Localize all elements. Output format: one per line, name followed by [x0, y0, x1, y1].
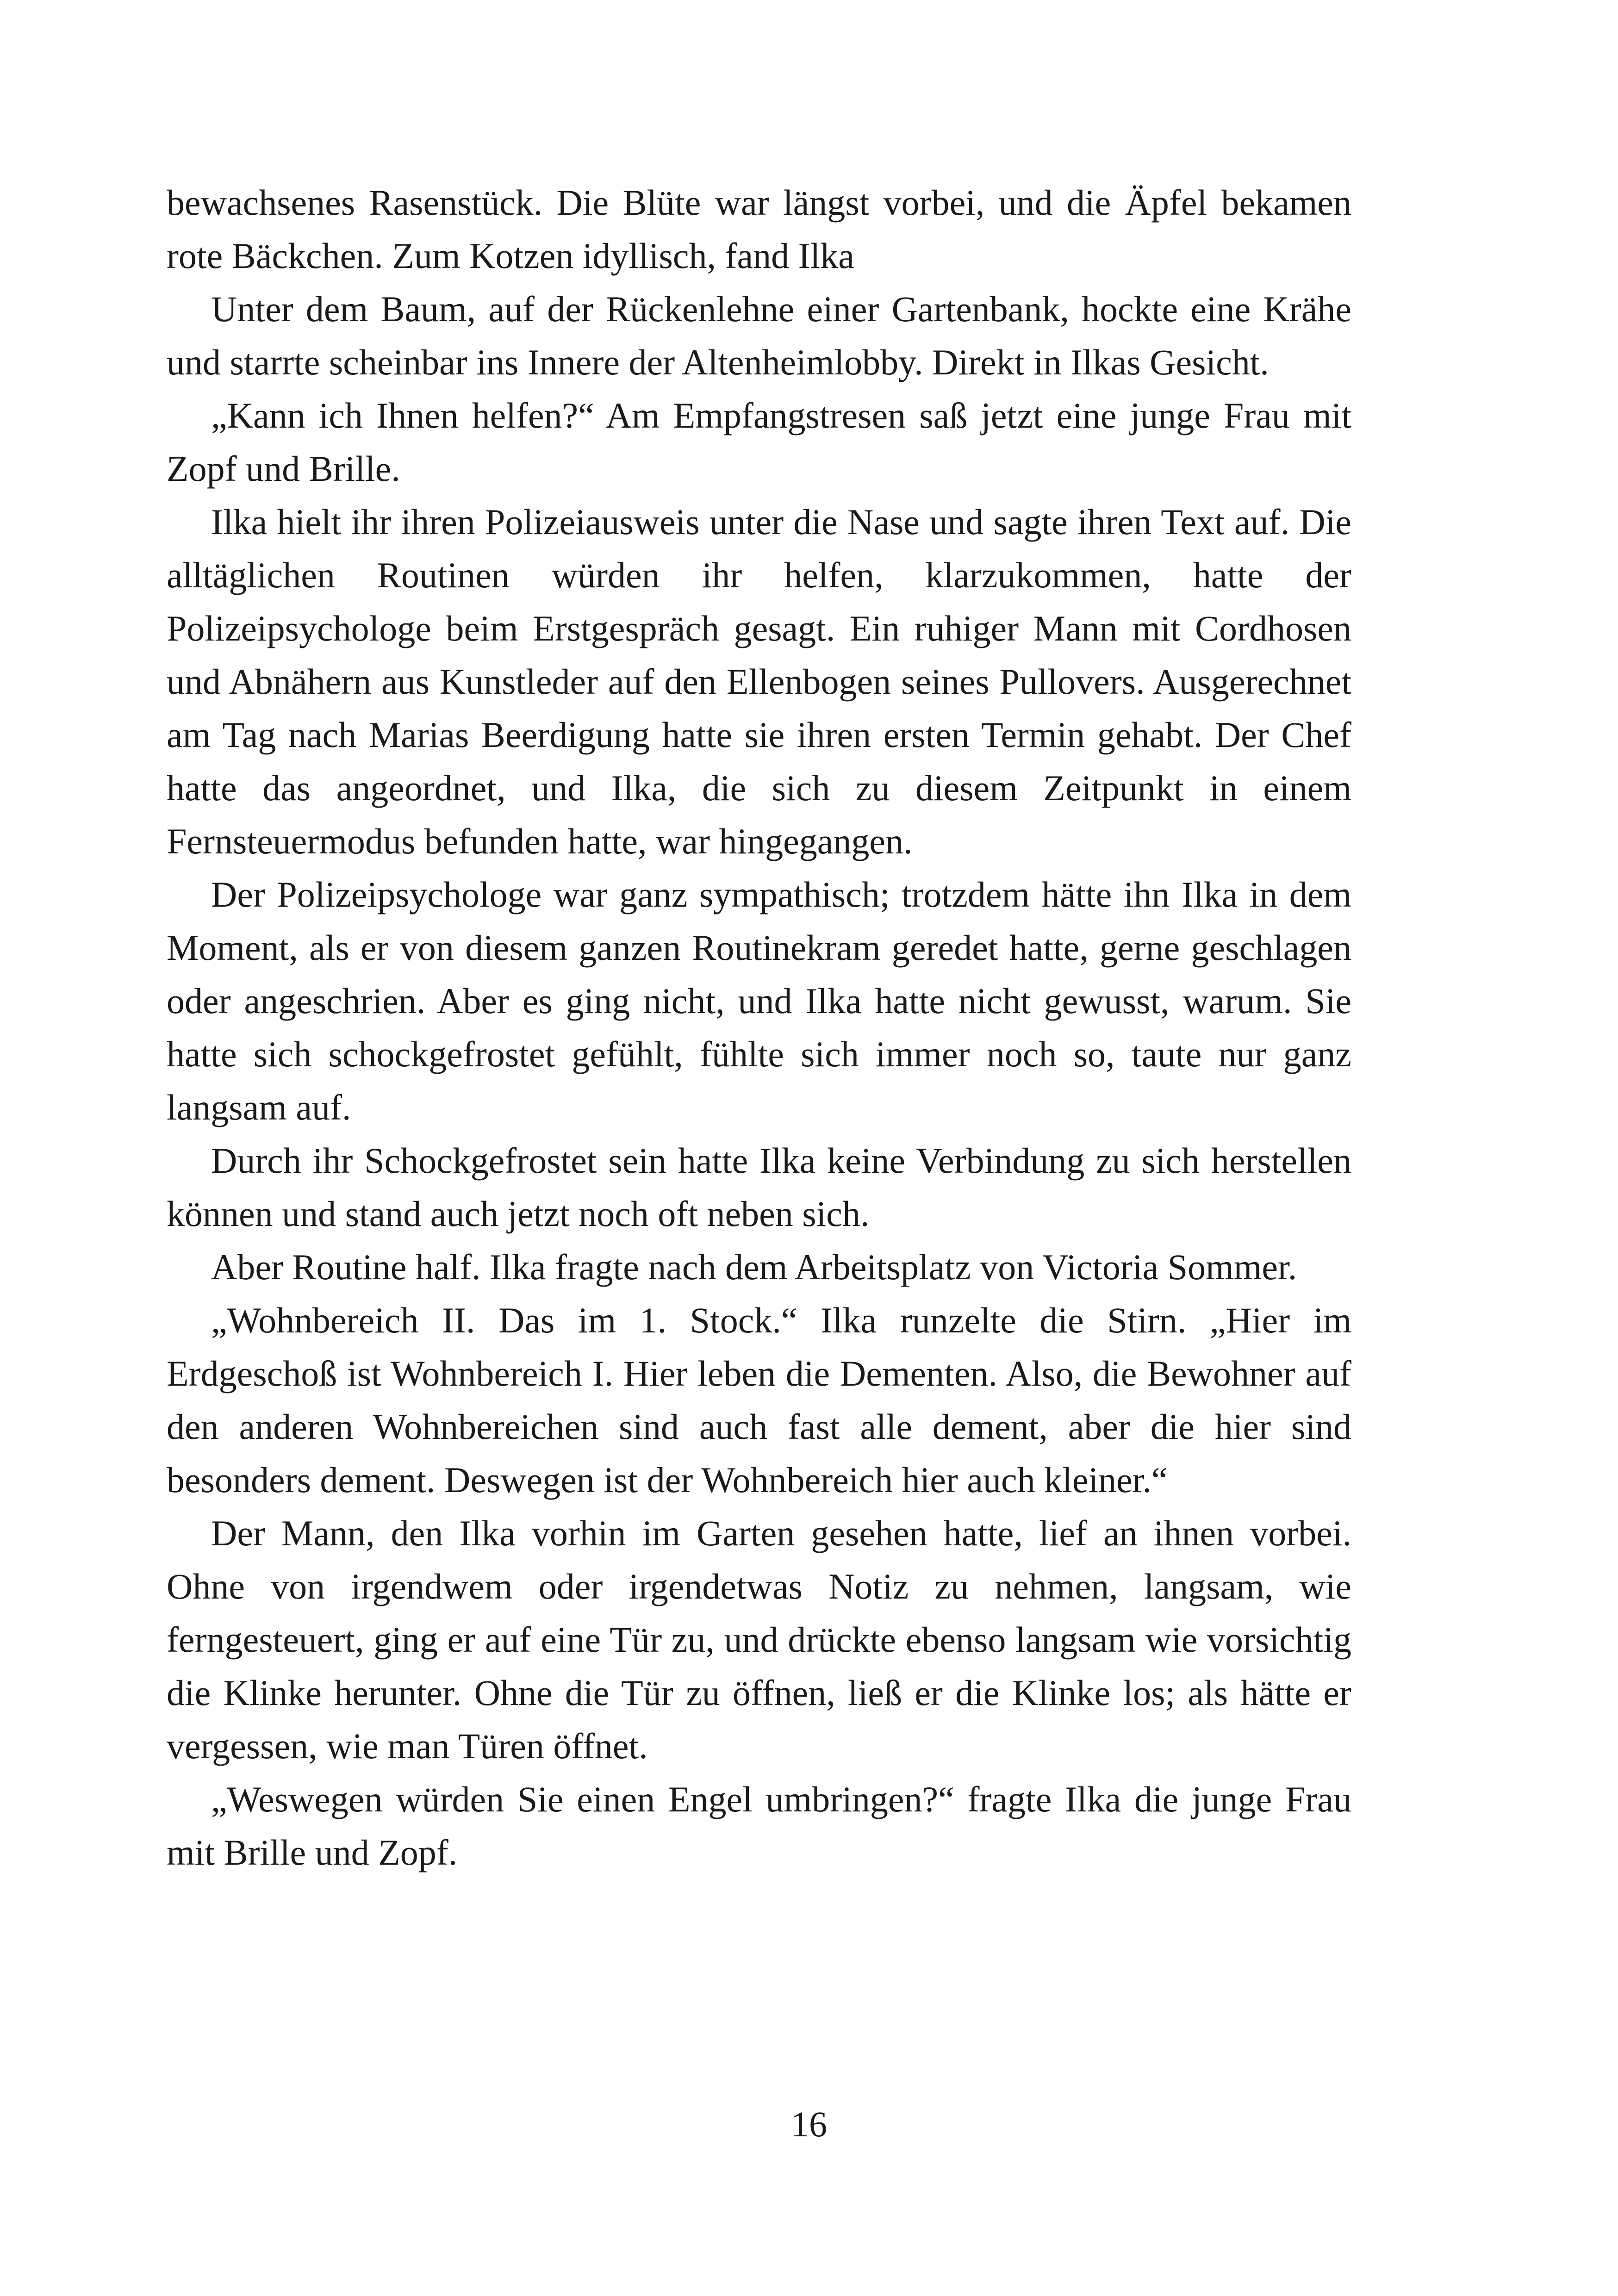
paragraph: Der Polizeipsychologe war ganz sympathisch; trotzdem hätte ihn Ilka in dem Moment, als er von diesem ganzen Routinekram geredet hatte, gerne geschlagen oder angeschrien. Aber es ging nicht, und Ilka hatte nicht gewusst, warum. Sie hatte sich schockgefrostet gefühlt, fühlte sich immer noch so, taute nur ganz langsam auf. [167, 874, 1351, 1127]
paragraph: Der Mann, den Ilka vorhin im Garten gesehen hatte, lief an ihnen vorbei. Ohne von irgendwem oder irgendetwas Notiz zu nehmen, langsam, wie ferngesteuert, ging er auf eine Tür zu, und drückte ebenso langsam wie vorsichtig die Klinke herunter. Ohne die Tür zu öffnen, ließ er die Klinke los; als hätte er vergessen, wie man Türen öffnet. [167, 1513, 1351, 1766]
page-number: 16 [791, 2104, 827, 2144]
body-text [167, 176, 1351, 1879]
paragraph: „Wohnbereich II. Das im 1. Stock.“ Ilka runzelte die Stirn. „Hier im Erdgeschoß ist Wohnbereich I. Hier leben die Dementen. Also, die Bewohner auf den anderen Wohnbereichen sind auch fast alle dement, aber die hier sind besonders dement. Deswegen ist der Wohnbereich hier auch kleiner.“ [167, 1300, 1351, 1500]
paragraph: Durch ihr Schockgefrostet sein hatte Ilka keine Verbindung zu sich herstellen können und stand auch jetzt noch oft neben sich. [167, 1140, 1351, 1234]
paragraph: Unter dem Baum, auf der Rückenlehne einer Gartenbank, hockte eine Krähe und starrte scheinbar ins Innere der Altenheimlobby. Direkt in Ilkas Gesicht. [167, 289, 1351, 382]
paragraph: Ilka hielt ihr ihren Polizeiausweis unter die Nase und sagte ihren Text auf. Die alltäglichen Routinen würden ihr helfen, klarzukommen, hatte der Polizeipsychologe beim Erstgespräch gesagt. Ein ruhiger Mann mit Cordhosen und Abnähern aus Kunstleder auf den Ellenbogen seines Pullovers. Ausgerechnet am Tag nach Marias Beerdigung hatte sie ihren ersten Termin gehabt. Der Chef hatte das angeordnet, und Ilka, die sich zu diesem Zeitpunkt in einem Fernsteuermodus befunden hatte, war hingegangen. [167, 502, 1351, 861]
paragraph: Aber Routine half. Ilka fragte nach dem Arbeitsplatz von Victoria Sommer. [211, 1247, 1297, 1287]
paragraph: „Weswegen würden Sie einen Engel umbringen?“ fragte Ilka die junge Frau mit Brille und Zopf. [167, 1779, 1351, 1873]
paragraph: bewachsenes Rasenstück. Die Blüte war längst vorbei, und die Äpfel bekamen rote Bäckchen. Zum Kotzen idyllisch, fand Ilka [167, 182, 1351, 276]
paragraph: „Kann ich Ihnen helfen?“ Am Empfangstresen saß jetzt eine junge Frau mit Zopf und Brille. [167, 395, 1351, 489]
